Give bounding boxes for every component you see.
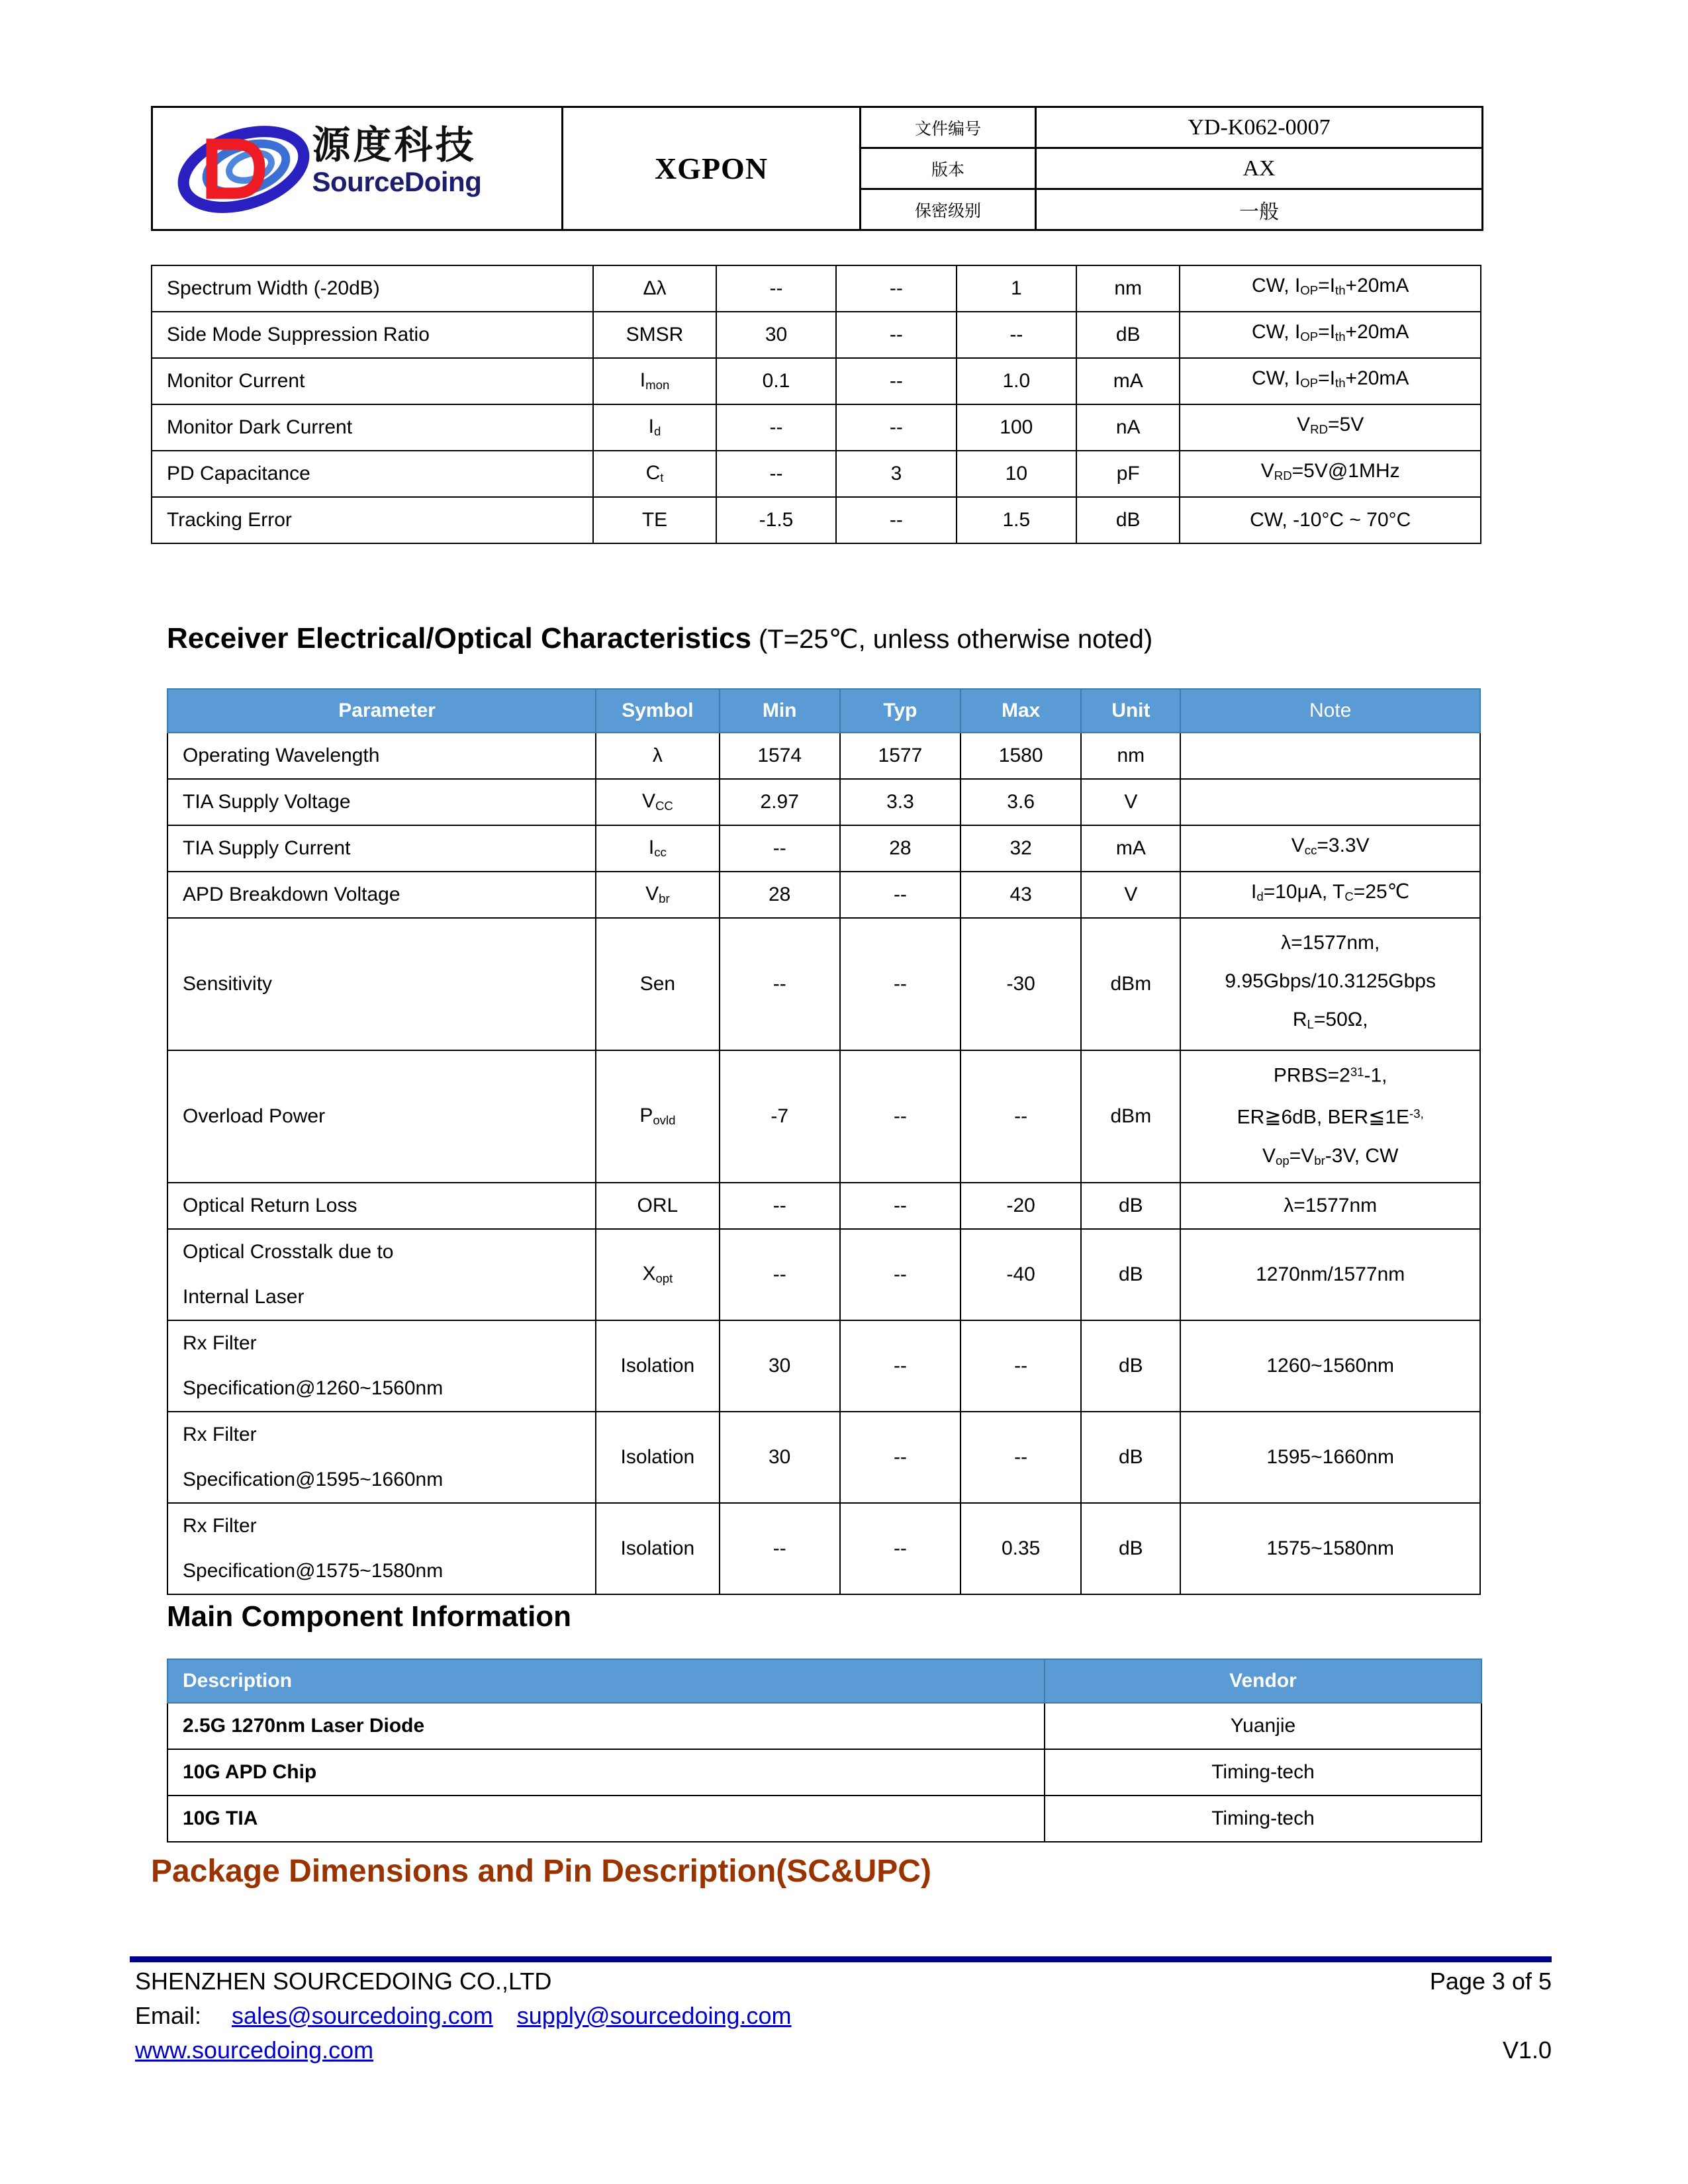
cell-note — [1180, 779, 1480, 825]
cell-min: 1574 — [720, 733, 840, 779]
cell-parameter: Rx Filter Specification@1575~1580nm — [167, 1503, 596, 1594]
cell-note: CW, $I_{OP}=I_{th}+20mA$ — [1180, 265, 1481, 312]
cell-typ: 3 — [836, 451, 956, 497]
footer-email-supply-link[interactable]: supply@sourcedoing.com — [516, 2002, 792, 2029]
cell-min: 28 — [720, 872, 840, 918]
table-row — [152, 265, 1481, 312]
cell-max: 1 — [957, 265, 1076, 312]
column-header-vendor: Vendor — [1045, 1659, 1481, 1703]
header-field-label-docnum: 文件编号 — [861, 107, 1036, 148]
cell-symbol: $X_{opt}$ — [596, 1229, 719, 1320]
cell-unit: nA — [1076, 404, 1180, 451]
cell-note: $V_{cc}=3.3V$ — [1180, 825, 1480, 872]
cell-max: -40 — [961, 1229, 1081, 1320]
cell-min: 2.97 — [720, 779, 840, 825]
column-header-max: Max — [961, 689, 1081, 733]
cell-typ: 3.3 — [840, 779, 961, 825]
table-row — [167, 872, 1480, 918]
cell-unit: pF — [1076, 451, 1180, 497]
cell-max: 100 — [957, 404, 1076, 451]
receiver-heading-title: Receiver Electrical/Optical Characteristics — [167, 622, 751, 655]
table-row — [167, 1749, 1481, 1796]
cell-min: -7 — [720, 1050, 840, 1183]
column-header-note: Note — [1180, 689, 1480, 733]
column-header-symbol: Symbol — [596, 689, 719, 733]
cell-typ: -- — [836, 497, 956, 543]
cell-unit: dB — [1081, 1229, 1180, 1320]
cell-note: 1575~1580nm — [1180, 1503, 1480, 1594]
cell-symbol: $I_d$ — [593, 404, 716, 451]
column-header-typ: Typ — [840, 689, 961, 733]
cell-parameter: Monitor Dark Current — [152, 404, 593, 451]
cell-max: 3.6 — [961, 779, 1081, 825]
cell-min: 0.1 — [716, 358, 836, 404]
table-body — [152, 265, 1481, 543]
cell-note: $I_d=10\mu A$, $T_C=25℃$ — [1180, 872, 1480, 918]
cell-unit: dB — [1081, 1412, 1180, 1503]
cell-note: λ=1577nm — [1180, 1183, 1480, 1229]
cell-max: -- — [961, 1050, 1081, 1183]
table-row — [167, 1503, 1480, 1594]
receiver-section-heading — [167, 622, 1152, 655]
transmitter-characteristics-table-continued — [151, 265, 1481, 544]
cell-typ: -- — [836, 265, 956, 312]
header-row — [167, 1659, 1481, 1703]
cell-symbol: $V_{br}$ — [596, 872, 719, 918]
company-logo-cell — [152, 107, 563, 230]
cell-unit: mA — [1076, 358, 1180, 404]
cell-symbol: ORL — [596, 1183, 719, 1229]
logo-chinese-name: 源度科技 — [312, 122, 477, 167]
product-title: XGPON — [654, 152, 769, 185]
cell-parameter: TIA Supply Current — [167, 825, 596, 872]
cell-note: CW, $I_{OP}=I_{th}+20mA$ — [1180, 358, 1481, 404]
cell-note: $V_{RD}=5V@1MHz$ — [1180, 451, 1481, 497]
table-row — [167, 1229, 1480, 1320]
cell-parameter: Rx Filter Specification@1595~1660nm — [167, 1412, 596, 1503]
table-row — [152, 497, 1481, 543]
cell-symbol: TE — [593, 497, 716, 543]
header-field-value-version: AX — [1036, 148, 1483, 189]
footer-email-label: Email: — [135, 2002, 202, 2029]
cell-vendor: Yuanjie — [1045, 1703, 1481, 1749]
cell-symbol: $C_t$ — [593, 451, 716, 497]
cell-description: 10G APD Chip — [167, 1749, 1045, 1796]
cell-min: -- — [716, 451, 836, 497]
swoosh-double-d-logo-icon — [177, 124, 310, 214]
footer-email-group — [135, 1999, 792, 2033]
cell-vendor: Timing-tech — [1045, 1749, 1481, 1796]
cell-unit: dBm — [1081, 918, 1180, 1050]
cell-max: -- — [961, 1320, 1081, 1412]
document-header-table — [151, 106, 1481, 231]
cell-symbol: Isolation — [596, 1503, 719, 1594]
cell-max: 10 — [957, 451, 1076, 497]
cell-parameter: Rx Filter Specification@1260~1560nm — [167, 1320, 596, 1412]
cell-max: -30 — [961, 918, 1081, 1050]
cell-unit: dB — [1081, 1183, 1180, 1229]
cell-symbol: $I_{mon}$ — [593, 358, 716, 404]
footer-row-company — [135, 1964, 1552, 1999]
cell-parameter: Operating Wavelength — [167, 733, 596, 779]
cell-typ: -- — [840, 1503, 961, 1594]
cell-symbol: Isolation — [596, 1320, 719, 1412]
cell-typ: -- — [840, 1183, 961, 1229]
cell-parameter: Tracking Error — [152, 497, 593, 543]
cell-typ: 1577 — [840, 733, 961, 779]
cell-max: 1.0 — [957, 358, 1076, 404]
cell-unit: V — [1081, 872, 1180, 918]
cell-parameter: TIA Supply Voltage — [167, 779, 596, 825]
table-row — [167, 918, 1480, 1050]
table-row — [152, 358, 1481, 404]
cell-description: 10G TIA — [167, 1796, 1045, 1842]
cell-symbol: Sen — [596, 918, 719, 1050]
main-component-information-table — [167, 1659, 1482, 1843]
cell-note — [1180, 733, 1480, 779]
cell-symbol: Δλ — [593, 265, 716, 312]
cell-symbol: $I_{cc}$ — [596, 825, 719, 872]
cell-note: 1260~1560nm — [1180, 1320, 1480, 1412]
page-footer — [135, 1964, 1552, 2068]
column-header-parameter: Parameter — [167, 689, 596, 733]
footer-divider — [130, 1956, 1552, 1962]
cell-symbol: $V_{CC}$ — [596, 779, 719, 825]
table-header-row — [167, 689, 1480, 733]
cell-unit: dB — [1076, 312, 1180, 358]
table-row — [167, 1796, 1481, 1842]
footer-row-email — [135, 1999, 1552, 2033]
cell-typ: -- — [840, 872, 961, 918]
column-header-unit: Unit — [1081, 689, 1180, 733]
cell-note: $V_{RD}=5V$ — [1180, 404, 1481, 451]
cell-parameter: Side Mode Suppression Ratio — [152, 312, 593, 358]
cell-symbol: $P_{ovld}$ — [596, 1050, 719, 1183]
cell-note: $PRBS=2^{31}-1$, ER≧6dB, $BER≦1E^{-3,}$ $V_{op}=V_{br}-3V$, CW — [1180, 1050, 1480, 1183]
cell-parameter: Spectrum Width (-20dB) — [152, 265, 593, 312]
cell-min: 30 — [720, 1412, 840, 1503]
table-row — [167, 1703, 1481, 1749]
table-row — [167, 779, 1480, 825]
cell-typ: -- — [840, 1412, 961, 1503]
cell-parameter: PD Capacitance — [152, 451, 593, 497]
cell-unit: V — [1081, 779, 1180, 825]
main-component-section-heading: Main Component Information — [167, 1600, 572, 1633]
footer-website-link[interactable]: www.sourcedoing.com — [135, 2036, 374, 2064]
cell-parameter: Optical Crosstalk due to Internal Laser — [167, 1229, 596, 1320]
table-row — [152, 312, 1481, 358]
cell-parameter: APD Breakdown Voltage — [167, 872, 596, 918]
footer-company-name: SHENZHEN SOURCEDOING CO.,LTD — [135, 1968, 552, 1995]
table-body — [167, 1703, 1481, 1842]
cell-max: 1580 — [961, 733, 1081, 779]
table-row — [152, 451, 1481, 497]
cell-typ: -- — [840, 918, 961, 1050]
cell-symbol: SMSR — [593, 312, 716, 358]
cell-unit: dBm — [1081, 1050, 1180, 1183]
cell-note: 1270nm/1577nm — [1180, 1229, 1480, 1320]
cell-typ: 28 — [840, 825, 961, 872]
table-row — [167, 1320, 1480, 1412]
cell-vendor: Timing-tech — [1045, 1796, 1481, 1842]
cell-min: -- — [716, 265, 836, 312]
cell-typ: -- — [836, 358, 956, 404]
footer-page-number: Page 3 of 5 — [1429, 1968, 1552, 1995]
cell-max: 0.35 — [961, 1503, 1081, 1594]
cell-typ: -- — [840, 1050, 961, 1183]
header-row — [167, 689, 1480, 733]
cell-unit: dB — [1076, 497, 1180, 543]
logo — [159, 113, 556, 225]
cell-unit: mA — [1081, 825, 1180, 872]
cell-max: -- — [961, 1412, 1081, 1503]
cell-min: 30 — [720, 1320, 840, 1412]
table-row — [152, 404, 1481, 451]
cell-unit: nm — [1076, 265, 1180, 312]
header-field-value-docnum: YD-K062-0007 — [1036, 107, 1483, 148]
cell-max: 1.5 — [957, 497, 1076, 543]
table-row — [167, 1183, 1480, 1229]
footer-row-website — [135, 2033, 1552, 2068]
cell-parameter: Optical Return Loss — [167, 1183, 596, 1229]
header-field-value-confidentiality: 一般 — [1036, 189, 1483, 230]
cell-max: 32 — [961, 825, 1081, 872]
cell-typ: -- — [836, 404, 956, 451]
receiver-characteristics-table — [167, 688, 1481, 1595]
cell-min: -- — [720, 1503, 840, 1594]
logo-wordmark — [312, 123, 551, 216]
cell-min: 30 — [716, 312, 836, 358]
footer-email-sales-link[interactable]: sales@sourcedoing.com — [232, 2002, 493, 2029]
table-row — [167, 733, 1480, 779]
table-row — [167, 1050, 1480, 1183]
cell-max: -- — [957, 312, 1076, 358]
cell-min: -1.5 — [716, 497, 836, 543]
cell-symbol: Isolation — [596, 1412, 719, 1503]
cell-min: -- — [716, 404, 836, 451]
header-field-label-confidentiality: 保密级别 — [861, 189, 1036, 230]
cell-note: CW, $I_{OP}=I_{th}+20mA$ — [1180, 312, 1481, 358]
cell-min: -- — [720, 825, 840, 872]
cell-symbol: λ — [596, 733, 719, 779]
package-dimensions-heading: Package Dimensions and Pin Description(SC&UPC) — [151, 1854, 931, 1889]
cell-unit: dB — [1081, 1503, 1180, 1594]
cell-typ: -- — [840, 1320, 961, 1412]
cell-description: 2.5G 1270nm Laser Diode — [167, 1703, 1045, 1749]
cell-parameter: Overload Power — [167, 1050, 596, 1183]
cell-parameter: Monitor Current — [152, 358, 593, 404]
cell-min: -- — [720, 1229, 840, 1320]
cell-parameter: Sensitivity — [167, 918, 596, 1050]
cell-max: -20 — [961, 1183, 1081, 1229]
table-row — [167, 1412, 1480, 1503]
cell-note: 1595~1660nm — [1180, 1412, 1480, 1503]
receiver-heading-subtitle: (T=25℃, unless otherwise noted) — [751, 625, 1153, 654]
cell-max: 43 — [961, 872, 1081, 918]
cell-min: -- — [720, 1183, 840, 1229]
cell-note: λ=1577nm, 9.95Gbps/10.3125Gbps $R_L=50\Omega$, — [1180, 918, 1480, 1050]
column-header-min: Min — [720, 689, 840, 733]
cell-typ: -- — [836, 312, 956, 358]
logo-english-name: SourceDoing — [312, 165, 482, 197]
product-title-cell — [563, 107, 861, 230]
cell-typ: -- — [840, 1229, 961, 1320]
footer-version: V1.0 — [1502, 2036, 1552, 2064]
column-header-description: Description — [167, 1659, 1045, 1703]
table-body — [167, 733, 1480, 1594]
cell-min: -- — [720, 918, 840, 1050]
cell-unit: nm — [1081, 733, 1180, 779]
table-row — [167, 825, 1480, 872]
cell-note: CW, -10°C ~ 70°C — [1180, 497, 1481, 543]
table-header-row — [167, 1659, 1481, 1703]
cell-unit: dB — [1081, 1320, 1180, 1412]
header-field-label-version: 版本 — [861, 148, 1036, 189]
